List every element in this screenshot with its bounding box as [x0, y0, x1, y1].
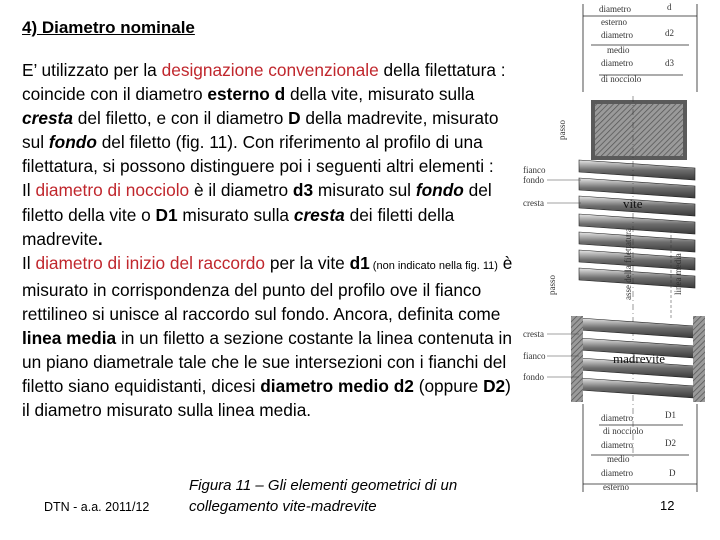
nut-body — [571, 316, 705, 402]
label-madrevite: madrevite — [613, 351, 665, 366]
left-labels-top — [523, 120, 581, 208]
caption-line-1: Figura 11 – Gli elementi geometrici di un — [189, 477, 458, 494]
label-linea-media: linea media — [673, 253, 683, 295]
label-diametro-esterno: diametro — [599, 4, 631, 14]
text-run: del filetto, e con il diametro — [72, 108, 289, 129]
period: . — [97, 228, 103, 249]
term-linea-media: linea media — [22, 328, 117, 349]
thread-figure — [519, 0, 719, 498]
text-run: misurato sul — [313, 180, 416, 201]
label-di-nocciolo: di nocciolo — [601, 74, 642, 84]
highlight-diametro-nocciolo: diametro di nocciolo — [35, 180, 190, 201]
caption-line-2: collegamento vite-madrevite — [189, 498, 377, 515]
label-fianco-top: fianco — [523, 165, 546, 175]
label-di-nocciolo-bottom: di nocciolo — [603, 426, 644, 436]
label-diametro-medio: diametro — [601, 30, 633, 40]
figure-caption — [189, 475, 457, 517]
left-labels-bottom — [523, 329, 579, 382]
text-run: è il diametro — [189, 180, 293, 201]
label-D: D — [669, 468, 676, 478]
text-run: della vite, misurato sulla — [285, 84, 475, 105]
text-run: della filettatura : coincide con il diametro — [22, 60, 506, 105]
label-D1: D1 — [665, 410, 676, 420]
text-run: per la vite — [265, 252, 350, 273]
label-d: d — [667, 2, 672, 12]
label-cresta-bottom: cresta — [523, 329, 544, 339]
text-run: dei filetti della madrevite — [22, 204, 455, 249]
label-medio: medio — [607, 45, 630, 55]
label-esterno-bottom: esterno — [603, 482, 629, 492]
bottom-dimensions — [583, 404, 697, 492]
term-d3: d3 — [292, 180, 314, 201]
text-run: della madrevite, misurato sul — [22, 108, 499, 153]
term-cresta-2: cresta — [293, 204, 345, 225]
label-diametro-D: diametro — [601, 468, 633, 478]
text-run: E’ utilizzato per la — [22, 60, 162, 80]
text-run: del filetto della vite o — [22, 180, 492, 225]
label-diametro-D2: diametro — [601, 440, 633, 450]
note-non-indicato: (non indicato nella fig. 11) — [369, 259, 498, 272]
course-footer: DTN - a.a. 2011/12 — [44, 500, 150, 514]
text-run: Il — [22, 180, 36, 201]
term-cresta: cresta — [22, 108, 73, 129]
label-passo-top: passo — [557, 120, 567, 140]
label-cresta-top: cresta — [523, 198, 544, 208]
highlight-designazione: designazione convenzionale — [161, 60, 379, 80]
body-paragraph — [22, 58, 522, 422]
text-run: ) il diametro misurato sulla linea media. — [22, 376, 511, 421]
term-D: D — [288, 108, 301, 129]
term-fondo-2: fondo — [415, 180, 464, 201]
label-d3: d3 — [665, 58, 674, 68]
label-diametro-D1: diametro — [601, 413, 633, 423]
label-medio-bottom: medio — [607, 454, 630, 464]
slide-heading: 4) Diametro nominale — [22, 18, 195, 37]
term-fondo: fondo — [48, 132, 97, 153]
label-esterno: esterno — [601, 17, 627, 27]
label-d2: d2 — [665, 28, 674, 38]
label-fondo-bottom: fondo — [523, 372, 544, 382]
label-vite: vite — [623, 196, 643, 211]
text-run: misurato sulla — [177, 204, 294, 225]
text-run: Il — [22, 252, 36, 273]
label-asse-filettatura: asse della filettatura — [623, 228, 633, 300]
label-D2: D2 — [665, 438, 676, 448]
text-run: in un filetto a sezione costante la linea contenuta in un piano diametrale tale che le sue intersezioni con i fianchi del filetto siano equidistanti, dicesi — [22, 328, 512, 397]
text-run: è misurato in corrispondenza del punto del profilo ove il fianco rettilineo si unisce al raccordo sul fondo. Ancora, definita come — [22, 252, 513, 324]
term-diametro-medio: diametro medio d2 — [260, 376, 414, 397]
highlight-diametro-raccordo: diametro di inizio del raccordo — [35, 252, 266, 273]
page-number: 12 — [660, 498, 675, 513]
text-run: del filetto (fig. 11). Con riferimento al profilo di una filettatura, si possono distinguere poi i seguenti altri elementi : — [22, 132, 494, 177]
term-esterno-d: esterno d — [207, 84, 286, 105]
top-dimensions — [583, 2, 697, 92]
label-fianco-bottom: fianco — [523, 351, 546, 361]
label-passo-bottom: passo — [547, 275, 557, 295]
term-D1: D1 — [155, 204, 178, 225]
label-fondo-top: fondo — [523, 175, 544, 185]
thread-diagram — [519, 0, 719, 498]
label-diametro-nocciolo: diametro — [601, 58, 633, 68]
term-D2: D2 — [483, 376, 506, 397]
text-run: (oppure — [413, 376, 484, 397]
term-d1: d1 — [349, 252, 370, 273]
